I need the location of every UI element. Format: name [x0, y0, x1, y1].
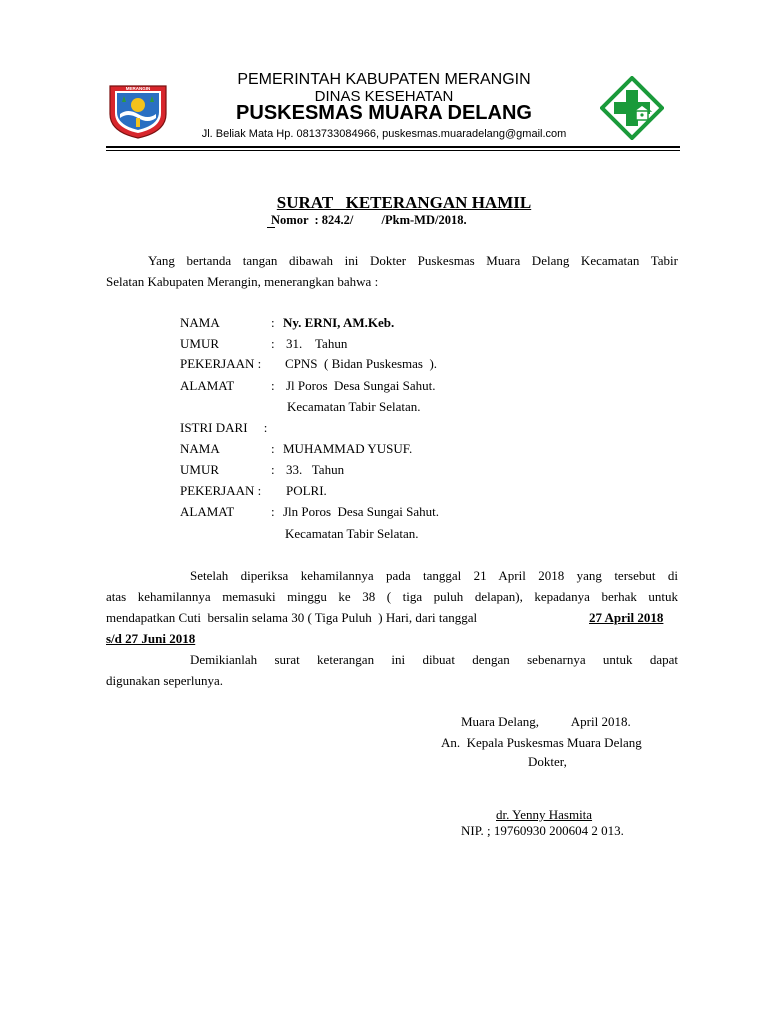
husband-name-separator: : — [271, 441, 275, 456]
leave-start-date: 27 April 2018 — [589, 610, 664, 625]
body-paragraph-1-line-2: atas kehamilannya memasuki minggu ke 38 ( tiga puluh delapan), kepadanya berhak untuk — [106, 589, 678, 604]
header-government-line: PEMERINTAH KABUPATEN MERANGIN — [237, 71, 531, 88]
header-divider-thick — [106, 146, 680, 148]
header-department-line: DINAS KESEHATAN — [314, 88, 454, 105]
husband-address-label: ALAMAT — [180, 504, 235, 519]
body-paragraph-2-line-2: digunakan seperlunya. — [106, 673, 223, 688]
header-address: Jl. Beliak Mata Hp. 0813733084966, puskesmas.muaradelang@gmail.com — [201, 128, 567, 140]
husband-address-value-1: Jln Poros Desa Sungai Sahut. — [283, 504, 439, 519]
signatory-name: dr. Yenny Hasmita — [496, 807, 593, 822]
patient-name-label: NAMA — [180, 315, 220, 330]
husband-age-label: UMUR — [180, 462, 220, 477]
signature-place-date: Muara Delang, April 2018. — [461, 714, 631, 729]
body-paragraph-1-line-1: Setelah diperiksa kehamilannya pada tanggal 21 April 2018 yang tersebut di — [190, 568, 678, 583]
body-paragraph-1-line-3: mendapatkan Cuti bersalin selama 30 ( Tiga Puluh ) Hari, dari tanggal — [106, 610, 478, 625]
header-institution-name: PUSKESMAS MUARA DELANG — [236, 102, 532, 124]
intro-line-2: Selatan Kabupaten Merangin, menerangkan bahwa : — [106, 274, 379, 289]
husband-occupation-label: PEKERJAAN : — [180, 483, 262, 498]
patient-name-value: Ny. ERNI, AM.Keb. — [283, 315, 395, 330]
document-number: Nomor : 824.2/ /Pkm-MD/2018. — [271, 213, 467, 227]
emblem-text: MERANGIN — [125, 86, 151, 91]
husband-name-label: NAMA — [180, 441, 220, 456]
husband-occupation-value: POLRI. — [286, 483, 327, 498]
body-paragraph-2-line-1: Demikianlah surat keterangan ini dibuat dengan sebenarnya untuk dapat — [190, 652, 678, 667]
signatory-nip: NIP. ; 19760930 200604 2 013. — [461, 823, 624, 838]
patient-age-value: 31. Tahun — [286, 336, 348, 351]
husband-name-value: MUHAMMAD YUSUF. — [283, 441, 413, 456]
spouse-of-label: ISTRI DARI : — [180, 420, 268, 435]
patient-address-separator: : — [271, 378, 275, 393]
patient-name-separator: : — [271, 315, 275, 330]
patient-age-label: UMUR — [180, 336, 220, 351]
husband-age-value: 33. Tahun — [286, 462, 345, 477]
leave-end-date: s/d 27 Juni 2018 — [106, 631, 196, 646]
husband-age-separator: : — [271, 462, 275, 477]
patient-address-label: ALAMAT — [180, 378, 235, 393]
patient-address-value-1: Jl Poros Desa Sungai Sahut. — [286, 378, 436, 393]
husband-address-value-2: Kecamatan Tabir Selatan. — [285, 526, 419, 541]
patient-age-separator: : — [271, 336, 275, 351]
signature-role: Dokter, — [528, 754, 567, 769]
patient-address-value-2: Kecamatan Tabir Selatan. — [287, 399, 421, 414]
patient-occupation-label: PEKERJAAN : — [180, 356, 262, 371]
patient-occupation-value: CPNS ( Bidan Puskesmas ). — [285, 356, 438, 371]
header-divider-thin — [106, 150, 680, 151]
document-title: SURAT KETERANGAN HAMIL — [276, 193, 532, 212]
husband-address-separator: : — [271, 504, 275, 519]
signature-position: An. Kepala Puskesmas Muara Delang — [441, 735, 642, 750]
intro-line-1: Yang bertanda tangan dibawah ini Dokter Puskesmas Muara Delang Kecamatan Tabir — [148, 253, 678, 268]
